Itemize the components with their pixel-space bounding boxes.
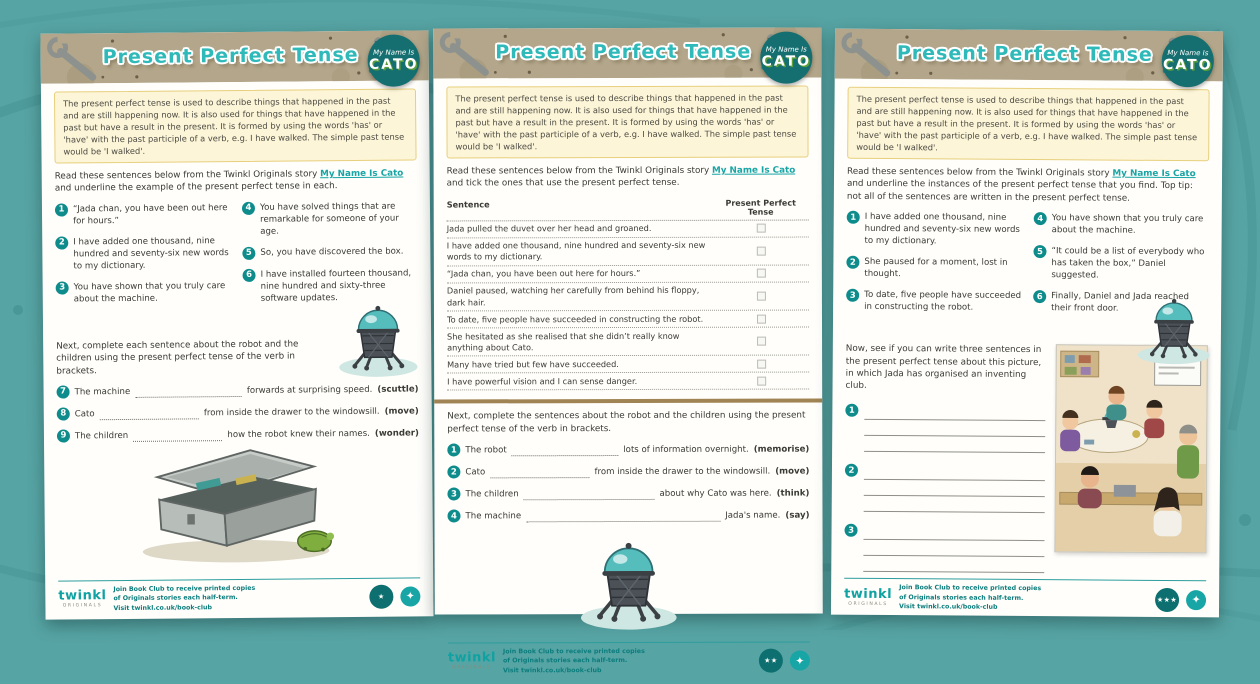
worksheet-page-tick [433,27,823,675]
column-header-tense: Present Perfect Tense [725,198,796,217]
answer-blank[interactable] [524,490,655,500]
twinkl-originals-logo [844,588,892,608]
verb-hint: (wonder) [374,428,419,439]
item-number: 2 [846,256,859,269]
ruled-line[interactable] [863,540,1044,557]
verb-hint: (scuttle) [377,384,419,395]
sentence-item [846,289,1021,314]
ruled-line[interactable] [864,496,1045,513]
fill-pre: The machine [74,386,131,398]
badge-subtitle: My Name Is [1167,48,1209,58]
book-club-url: Visit twinkl.co.uk/book-club [899,603,998,612]
page-content [433,77,823,683]
ruled-line[interactable] [864,480,1045,497]
fill-post: from inside the drawer to the windowsill. [594,466,771,478]
book-club-line: of Originals stories each half-term. [502,657,628,665]
book-club-line: Join Book Club to receive printed copies [113,584,256,593]
tick-checkbox[interactable] [756,246,765,255]
tick-checkbox[interactable] [757,359,766,368]
logo-subtext: ORIGINALS [62,603,103,609]
sentence-table [447,196,810,391]
tick-checkbox[interactable] [757,376,766,385]
sentence-cell: Many have tried but few have succeeded. [447,358,619,370]
tick-checkbox[interactable] [757,337,766,346]
sentence-cell: Daniel paused, watching her carefully from behind his floppy, dark hair. [446,285,700,307]
task-instructions [55,168,417,196]
page-footer [448,642,810,676]
story-title-link[interactable]: My Name Is Cato [320,168,404,180]
story-title-link[interactable]: My Name Is Cato [1112,168,1196,180]
answer-blank[interactable] [490,468,589,478]
item-number: 1 [55,203,68,216]
worksheet-page-write [831,29,1223,618]
page-footer [58,577,420,613]
book-club-line: of Originals stories each half-term. [113,594,238,603]
worksheet-page-underline [40,30,433,619]
tense-definition-box: The present perfect tense is used to describe things that happened in the past and are still happening now. It is also used for things that have happened in the past but have a result in the present. It is formed by using the words 'has' or 'have' with the past participle of a verb, e.g. I have walked. The simple past tense would be 'I walked'. [54,88,417,163]
book-club-url: Visit twinkl.co.uk/book-club [502,666,602,675]
tick-checkbox[interactable] [756,269,765,278]
cato-story-badge [367,34,419,86]
instructions-text: and tick the ones that use the present perfect tense. [446,178,680,189]
writing-block [845,404,1045,453]
twinkl-brand-icon: ✦ [1186,590,1206,610]
book-club-line: Join Book Club to receive printed copies [899,584,1042,593]
item-number: 2 [845,464,858,477]
verb-hint: (say) [785,510,810,521]
fill-post: lots of information overnight. [623,444,749,456]
page-content [41,80,434,622]
cato-story-badge [760,32,812,84]
verb-hint: (move) [775,466,810,477]
fill-in-sentence [57,404,419,420]
checkbox-cell [713,314,809,323]
page-content [831,79,1223,622]
sentence-item [1033,245,1208,282]
answer-blank[interactable] [526,512,720,523]
instructions-text: Read these sentences below from the Twinkl Originals story [446,165,710,177]
ruled-line[interactable] [863,556,1044,573]
tense-definition-box: The present perfect tense is used to describe things that happened in the past and are still happening now. It is also used for things that have happened in the past but have a result in the present. It is formed by using the words 'has' or 'have' with the past participle of a verb, e.g. I have walked. The simple past tense would be 'I walked'. [847,87,1209,162]
fill-post: how the robot knew their names. [227,428,370,440]
task-instructions [447,165,809,191]
book-club-url: Visit twinkl.co.uk/book-club [113,603,213,612]
fill-pre: Cato [465,467,486,478]
item-text: You have shown that you truly care about the machine. [1051,213,1204,236]
sentence-item [846,256,1021,281]
fill-in-sentence [447,465,809,479]
book-club-text [503,647,645,676]
instructions-text: Read these sentences below from the Twinkl Originals story [54,169,318,182]
page-title: Present Perfect Tense [896,42,1153,66]
difficulty-star-badge: ★ [369,585,393,609]
instructions-text: Read these sentences below from the Twinkl Originals story [847,166,1110,179]
inventing-club-illustration [1054,344,1207,553]
verb-hint: (memorise) [753,444,810,455]
story-title-link[interactable]: My Name Is Cato [711,165,796,176]
ruled-line[interactable] [864,404,1045,421]
sentence-cell: I have added one thousand, nine hundred and seventy-six new words to my dictionary. [446,240,706,262]
twinkl-originals-logo [448,652,496,672]
page-title: Present Perfect Tense [102,43,359,69]
item-text: She paused for a moment, lost in thought. [864,256,1008,280]
fill-in-sentence [447,509,809,523]
logo-text: twinkl [844,586,893,602]
item-text: So, you have discovered the box. [260,246,404,258]
sentence-cell: To date, five people have succeeded in constructing the robot. [446,313,704,325]
item-text: Finally, Daniel and Jada reached their front door. [1051,291,1190,314]
writing-lines[interactable] [863,524,1044,573]
item-text: To date, five people have succeeded in constructing the robot. [864,290,1022,313]
complete-instructions: Next, complete each sentence about the robot and the children using the present perfect tense of the verb in brackets. [56,339,299,377]
logo-subtext: ORIGINALS [452,665,492,671]
writing-lines[interactable] [864,404,1045,453]
badge-subtitle: My Name Is [765,45,807,54]
fill-pre: The children [465,489,519,500]
book-club-line: of Originals stories each half-term. [899,594,1024,602]
sentence-cell: She hesitated as she realised that she didn’t really know anything about Cato. [447,330,680,353]
difficulty-star-badge: ★★★ [1155,588,1179,612]
writing-prompt: Now, see if you can write three sentences in the present perfect tense about this picture, in which Jada has organised an inventing club. [845,343,1042,392]
sentence-column-left [846,211,1022,314]
sentence-item [1034,212,1209,237]
item-text: You have shown that you truly care about the machine. [73,280,226,305]
checkbox-cell [713,246,809,255]
item-number: 3 [56,281,69,294]
writing-section [844,343,1208,575]
fill-pre: Cato [74,409,95,420]
table-row [447,220,809,238]
table-header [447,196,809,221]
book-club-text [899,584,1041,613]
sentence-item [56,280,231,306]
sentence-item [55,235,230,273]
writing-block [844,524,1044,573]
book-club-text [113,584,255,614]
sentence-item [242,245,417,260]
ruled-line[interactable] [864,464,1045,481]
item-number: 9 [57,429,70,442]
item-text: “It could be a list of everybody who has taken the box,” Daniel suggested. [1051,246,1205,281]
item-number: 6 [243,269,256,282]
answer-blank[interactable] [512,446,619,456]
twinkl-originals-logo [58,589,106,609]
item-number: 1 [845,404,858,417]
item-number: 4 [447,509,460,522]
toolbox-illustration [128,440,349,568]
verb-hint: (think) [776,488,810,499]
badge-subtitle: My Name Is [373,48,415,57]
fill-in-list [447,443,809,523]
fill-pre: The robot [465,445,507,456]
badge-name: CATO [368,56,419,73]
logo-text: twinkl [447,650,496,666]
book-club-line: Join Book Club to receive printed copies [502,647,645,656]
fill-in-sentence [447,487,809,501]
item-number: 6 [1033,290,1046,303]
item-number: 5 [1033,245,1046,258]
item-number: 1 [847,211,860,224]
checkbox-cell [713,359,809,368]
verb-hint: (move) [384,406,419,417]
worksheet-banner [40,30,428,83]
sentence-cell: “Jada chan, you have been out here for hours.” [446,268,641,279]
robot-illustration [329,288,428,379]
sentence-item [242,200,417,238]
logo-text: twinkl [58,588,107,604]
fill-post: about why Cato was here. [659,488,772,499]
table-row [447,328,809,357]
fill-in-sentence [57,382,419,398]
item-text: You have solved things that are remarkable for someone of your age. [259,201,399,237]
item-number: 2 [55,236,68,249]
checkbox-cell [713,224,809,233]
checkbox-cell [713,337,809,346]
item-number: 1 [447,443,460,456]
tick-checkbox[interactable] [756,292,765,301]
fill-pre: The children [74,430,129,442]
ruled-line[interactable] [864,436,1045,453]
item-text: I have installed fourteen thousand, nine hundred and sixty-three software updates. [260,268,412,304]
page-title: Present Perfect Tense [495,40,752,64]
item-text: “Jada chan, you have been out here for hours.” [72,202,228,227]
ruled-line[interactable] [864,420,1045,437]
item-text: I have added one thousand, nine hundred and seventy-six new words to my dictionary. [73,235,229,272]
table-row [447,356,809,374]
robot-illustration [1129,283,1220,367]
robot-illustration [569,522,689,632]
table-row [447,237,809,266]
tense-definition-box: The present perfect tense is used to describe things that happened in the past and are still happening now. It is also used for things that have happened in the past but have a result in the present. It is formed by using the words 'has' or 'have' with the past participle of a verb, e.g. I have walked. The simple past tense would be 'I walked'. [446,86,808,159]
table-row [447,373,809,391]
column-header-sentence: Sentence [446,199,490,210]
sentence-item [55,202,230,228]
sentence-cell: I have powerful vision and I can sense danger. [447,375,638,387]
fill-pre: The machine [465,511,522,522]
worksheet-banner [433,27,821,78]
sentence-item [847,211,1022,248]
badge-name: CATO [761,53,812,70]
writing-column [844,343,1046,574]
page-footer [844,578,1206,614]
table-row [447,265,809,283]
writing-block [845,464,1045,513]
checkbox-cell [713,376,809,385]
section-divider [434,399,822,404]
writing-lines[interactable] [864,464,1045,513]
item-number: 4 [242,202,255,215]
table-row [447,282,809,311]
item-number: 8 [57,407,70,420]
item-number: 3 [846,289,859,302]
item-number: 4 [1034,212,1047,225]
fill-in-list [57,382,419,442]
cato-story-badge [1162,35,1214,87]
item-number: 7 [57,385,70,398]
item-number: 3 [447,487,460,500]
fill-post: forwards at surprising speed. [246,384,373,396]
item-number: 5 [242,247,255,260]
sentence-cell: Jada pulled the duvet over her head and groaned. [446,223,652,234]
item-number: 3 [845,524,858,537]
task-instructions [847,166,1209,205]
inventing-club-art [1055,345,1206,552]
tick-checkbox[interactable] [756,314,765,323]
answer-blank[interactable] [100,409,199,420]
twinkl-brand-icon: ✦ [790,651,810,671]
table-row [447,311,809,329]
instructions-text: and underline the instances of the present perfect tense that you find. Top tip: not all of the sentences are written in the present perfect tense. [846,179,1193,204]
checkbox-cell [713,292,809,301]
difficulty-star-badge: ★★ [759,649,783,673]
tick-checkbox[interactable] [756,224,765,233]
instructions-text: and underline the example of the present perfect tense in each. [54,181,338,194]
badge-name: CATO [1162,56,1213,74]
answer-blank[interactable] [135,387,242,398]
logo-subtext: ORIGINALS [848,601,888,607]
fill-in-sentence [447,443,809,457]
item-text: I have added one thousand, nine hundred and seventy-six new words to my dictionary. [864,211,1020,247]
sentence-column-left [55,202,231,307]
ruled-line[interactable] [863,524,1044,541]
fill-post: Jada's name. [725,510,781,521]
complete-instructions: Next, complete the sentences about the robot and the children using the present perfect tense of the verb in brackets. [447,410,806,435]
worksheet-banner [835,29,1223,82]
twinkl-brand-icon: ✦ [400,586,420,606]
fill-post: from inside the drawer to the windowsill. [203,406,380,419]
checkbox-cell [713,269,809,278]
item-number: 2 [447,465,460,478]
